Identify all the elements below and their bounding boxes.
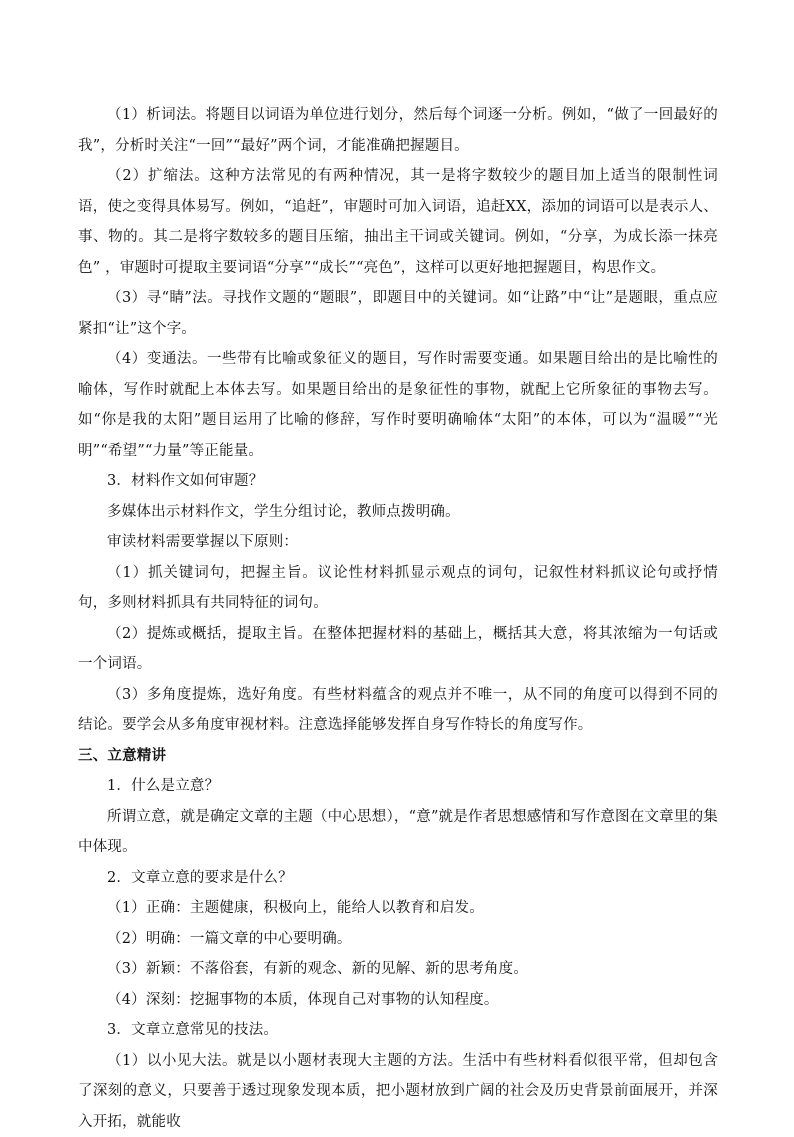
document-body	[78, 100, 718, 1137]
principle-summarize: （2）提炼或概括，提取主旨。在整体把握材料的基础上，概括其大意，将其浓缩为一句话或一个词语。	[78, 619, 718, 680]
paragraph-bian-tong-fa: （4）变通法。一些带有比喻或象征义的题目，写作时需要变通。如果题目给出的是比喻性的喻体，写作时就配上本体去写。如果题目给出的是象征性的事物，就配上它所象征的事物去写。如“你是我的太阳”题目运用了比喻的修辞，写作时要明确喻体“太阳”的本体，可以为“温暖”“光明”“希望”“力量”等正能量。	[78, 344, 718, 466]
paragraph-xun-jing-fa: （3）寻“睛”法。寻找作文题的“题眼”，即题目中的关键词。如“让路”中“让”是题眼，重点应紧扣“让”这个字。	[78, 283, 718, 344]
question-liyi-requirements: 2．文章立意的要求是什么？	[78, 863, 718, 894]
requirement-deep: （4）深刻：挖掘事物的本质，体现自己对事物的认知程度。	[78, 985, 718, 1016]
requirement-clear: （2）明确：一篇文章的中心要明确。	[78, 924, 718, 955]
paragraph-liyi-definition: 所谓立意，就是确定文章的主题（中心思想），“意”就是作者思想感情和写作意图在文章里的集中体现。	[78, 802, 718, 863]
paragraph-ci-fa: （1）析词法。将题目以词语为单位进行划分，然后每个词逐一分析。例如，“做了一回最好的我”，分析时关注“一回”“最好”两个词，才能准确把握题目。	[78, 100, 718, 161]
principle-keywords: （1）抓关键词句，把握主旨。议论性材料抓显示观点的词句，记叙性材料抓议论句或抒情句，多则材料抓具有共同特征的词句。	[78, 558, 718, 619]
section-heading-liyi: 三、立意精讲	[78, 741, 718, 772]
question-what-is-liyi: 1．什么是立意？	[78, 771, 718, 802]
question-liyi-techniques: 3．文章立意常见的技法。	[78, 1015, 718, 1046]
requirement-novel: （3）新颖：不落俗套，有新的观念、新的见解、新的思考角度。	[78, 954, 718, 985]
technique-small-to-large: （1）以小见大法。就是以小题材表现大主题的方法。生活中有些材料看似很平常，但却包含了深刻的意义，只要善于透过现象发现本质，把小题材放到广阔的社会及历史背景前面展开，并深入开拓，就能收	[78, 1046, 718, 1137]
requirement-correct: （1）正确：主题健康，积极向上，能给人以教育和启发。	[78, 893, 718, 924]
paragraph-principles-intro: 审读材料需要掌握以下原则：	[78, 527, 718, 558]
question-material-essay: 3．材料作文如何审题？	[78, 466, 718, 497]
paragraph-kuo-suo-fa: （2）扩缩法。这种方法常见的有两种情况，其一是将字数较少的题目加上适当的限制性词语，使之变得具体易写。例如，“追赶”，审题时可加入词语，追赶XX，添加的词语可以是表示人、事、物的。其二是将字数较多的题目压缩，抽出主干词或关键词。例如，“分享，为成长添一抹亮色” ，审题时可提取主要词语“分享”“成长”“亮色”，这样可以更好地把握题目，构思作文。	[78, 161, 718, 283]
paragraph-multimedia: 多媒体出示材料作文，学生分组讨论，教师点拨明确。	[78, 497, 718, 528]
principle-multi-angle: （3）多角度提炼，选好角度。有些材料蕴含的观点并不唯一，从不同的角度可以得到不同的结论。要学会从多角度审视材料。注意选择能够发挥自身写作特长的角度写作。	[78, 680, 718, 741]
